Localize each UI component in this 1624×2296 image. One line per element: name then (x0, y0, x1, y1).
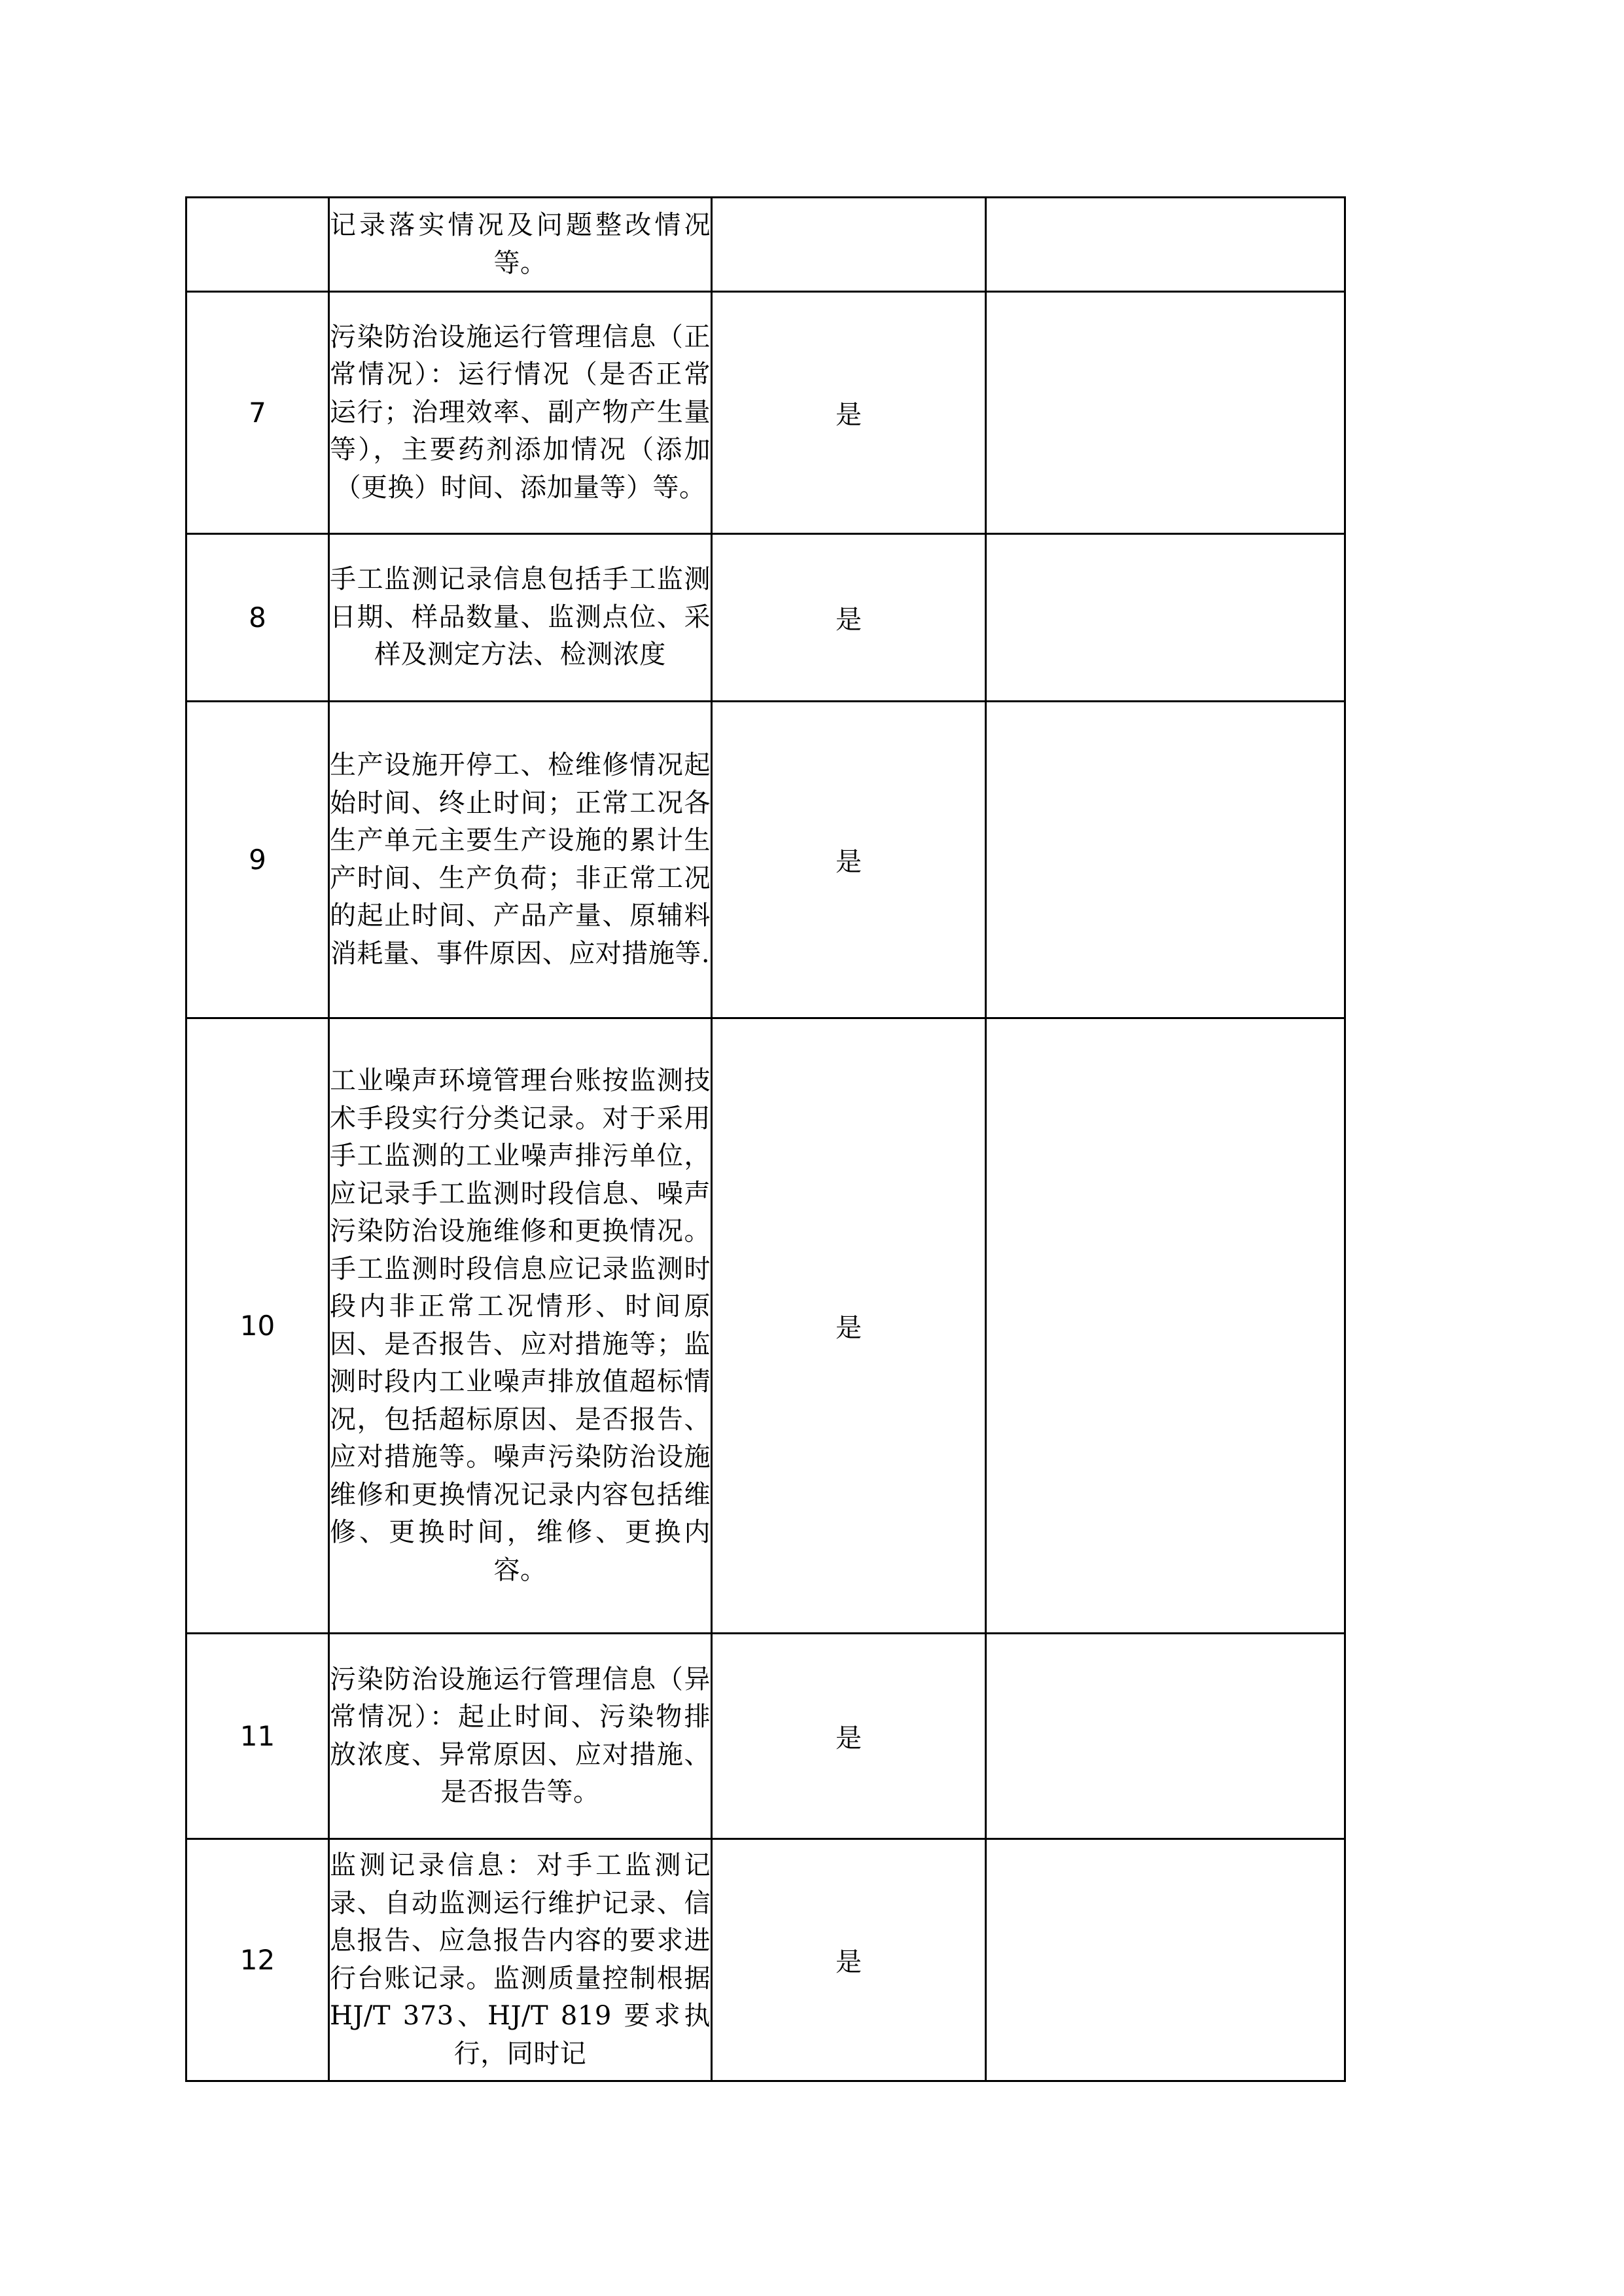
row-content-cell (329, 1634, 712, 1839)
row-note-cell (986, 292, 1345, 534)
row-content-text: 记录落实情况及问题整改情况等。 (330, 210, 711, 278)
row-content-cell (329, 1018, 712, 1634)
row-compliant-cell: 是 (712, 1018, 986, 1634)
row-note-cell (986, 1018, 1345, 1634)
row-number-cell: 11 (186, 1634, 329, 1839)
row-number-cell (186, 198, 329, 292)
row-content-cell (329, 702, 712, 1018)
row-content-text: 工业噪声环境管理台账按监测技术手段实行分类记录。对于采用手工监测的工业噪声排污单位，应记录手工监测时段信息、噪声污染防治设施维修和更换情况。手工监测时段信息应记录监测时段内非正常工况情形、时间原因、是否报告、应对措施等；监测时段内工业噪声排放值超标情况，包括超标原因、是否报告、应对措施等。噪声污染防治设施维修和更换情况记录内容包括维修、更换时间，维修、更换内容。 (330, 1066, 711, 1585)
row-compliant-cell (712, 198, 986, 292)
table-row (186, 534, 1345, 702)
row-compliant-cell: 是 (712, 702, 986, 1018)
ledger-table (185, 196, 1346, 2082)
row-content-text: 手工监测记录信息包括手工监测日期、样品数量、监测点位、采样及测定方法、检测浓度 (330, 564, 711, 670)
row-content-text: 污染防治设施运行管理信息（正常情况）：运行情况（是否正常运行；治理效率、副产物产生量等），主要药剂添加情况（添加（更换）时间、添加量等）等。 (330, 321, 711, 503)
table-row (186, 292, 1345, 534)
row-content-text: 生产设施开停工、检维修情况起始时间、终止时间；正常工况各生产单元主要生产设施的累计生产时间、生产负荷；非正常工况的起止时间、产品产量、原辅料消耗量、事件原因、应对措施等. (330, 750, 711, 969)
row-number-cell: 7 (186, 292, 329, 534)
row-number-cell: 9 (186, 702, 329, 1018)
row-note-cell (986, 534, 1345, 702)
row-content-text: 污染防治设施运行管理信息（异常情况）：起止时间、污染物排放浓度、异常原因、应对措施、是否报告等。 (330, 1664, 711, 1807)
row-number-cell: 12 (186, 1839, 329, 2081)
row-compliant-cell: 是 (712, 1634, 986, 1839)
row-number-cell: 10 (186, 1018, 329, 1634)
row-note-cell (986, 702, 1345, 1018)
row-compliant-cell: 是 (712, 1839, 986, 2081)
row-content-text: 监测记录信息：对手工监测记录、自动监测运行维护记录、信息报告、应急报告内容的要求进行台账记录。监测质量控制根据 HJ/T 373、HJ/T 819 要求执行，同时记 (330, 1850, 711, 2069)
row-note-cell (986, 1839, 1345, 2081)
row-note-cell (986, 198, 1345, 292)
row-compliant-cell: 是 (712, 292, 986, 534)
table-row (186, 198, 1345, 292)
table-row (186, 1839, 1345, 2081)
row-compliant-cell: 是 (712, 534, 986, 702)
table-row (186, 1634, 1345, 1839)
row-content-cell (329, 198, 712, 292)
row-content-cell (329, 1839, 712, 2081)
table-row (186, 702, 1345, 1018)
row-number-cell: 8 (186, 534, 329, 702)
row-content-cell (329, 534, 712, 702)
row-content-cell (329, 292, 712, 534)
row-note-cell (986, 1634, 1345, 1839)
table-row (186, 1018, 1345, 1634)
